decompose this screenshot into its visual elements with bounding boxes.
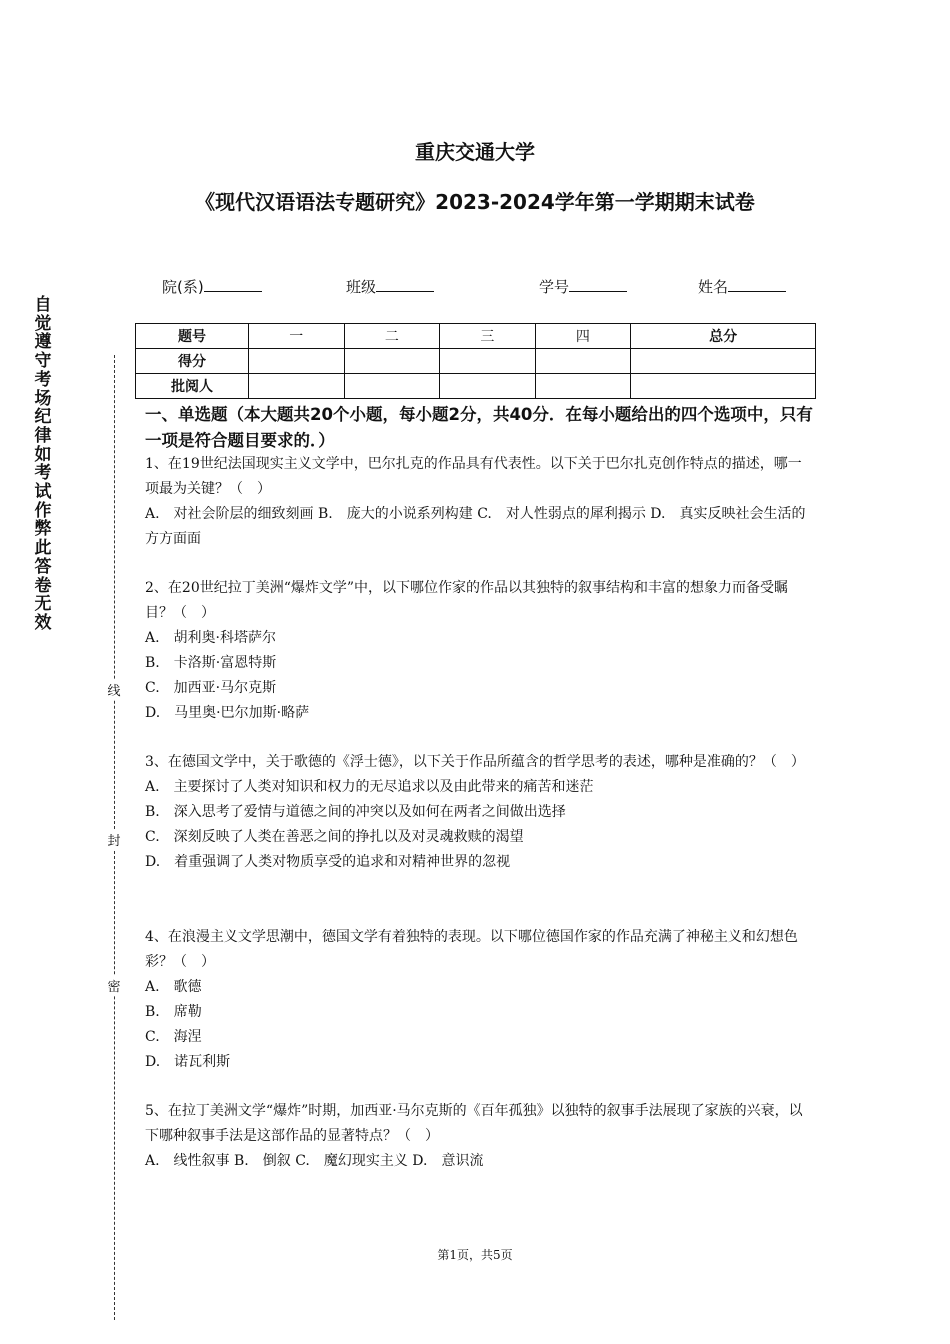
question-option: B. 卡洛斯·富恩特斯 [145, 655, 277, 671]
score-row-label: 得分 [136, 349, 249, 374]
student-id-blank [569, 276, 627, 292]
score-table-header-row [136, 324, 816, 349]
question-stem: 2、在20世纪拉丁美洲“爆炸文学”中，以下哪位作家的作品以其独特的叙事结构和丰富的想象力而备受瞩目？（ ） [145, 580, 789, 621]
question-option: C. 深刻反映了人类在善恶之间的挣扎以及对灵魂救赎的渴望 [145, 829, 524, 845]
question-stem: 1、在19世纪法国现实主义文学中，巴尔扎克的作品具有代表性。以下关于巴尔扎克创作特点的描述，哪一项最为关键？（ ） [145, 456, 802, 497]
question-stem: 5、在拉丁美洲文学“爆炸”时期，加西亚·马尔克斯的《百年孤独》以独特的叙事手法展现了家族的兴衰，以下哪种叙事手法是这部作品的显著特点？（ ） [145, 1103, 803, 1144]
score-table [135, 323, 816, 399]
seal-mark-line: 线 [105, 680, 123, 699]
question-option: B. 深入思考了爱情与道德之间的冲突以及如何在两者之间做出选择 [145, 804, 566, 820]
table-header-cell: 一 [249, 324, 345, 349]
grader-cell [344, 374, 440, 399]
score-row [136, 349, 816, 374]
seal-mark-secret: 密 [105, 976, 123, 995]
table-header-cell: 三 [440, 324, 536, 349]
department-blank [204, 276, 262, 292]
name-blank [728, 276, 786, 292]
page-footer: 第1页，共5页 [437, 1248, 513, 1262]
score-cell [440, 349, 536, 374]
table-header-cell: 总分 [631, 324, 816, 349]
question-option: D. 马里奥·巴尔加斯·略萨 [145, 705, 310, 721]
grader-cell [535, 374, 631, 399]
university-title: 重庆交通大学 [415, 140, 535, 164]
name-field [698, 276, 786, 297]
department-field [162, 276, 262, 297]
question-option: A. 主要探讨了人类对知识和权力的无尽追求以及由此带来的痛苦和迷茫 [145, 779, 594, 795]
question-2 [145, 576, 815, 726]
grader-cell [440, 374, 536, 399]
department-label: 院(系) [162, 278, 204, 296]
question-option: C. 加西亚·马尔克斯 [145, 680, 277, 696]
student-id-field [539, 276, 627, 297]
table-header-cell: 二 [344, 324, 440, 349]
seal-mark-seal: 封 [105, 830, 123, 849]
student-id-label: 学号 [539, 278, 570, 296]
grader-row-label: 批阅人 [136, 374, 249, 399]
question-3 [145, 750, 815, 875]
question-option: A. 胡利奥·科塔萨尔 [145, 630, 277, 646]
question-options: A. 线性叙事 B. 倒叙 C. 魔幻现实主义 D. 意识流 [145, 1153, 484, 1169]
exam-title: 《现代汉语语法专题研究》2023-2024学年第一学期期末试卷 [195, 190, 755, 214]
class-field [346, 276, 434, 297]
score-cell [344, 349, 440, 374]
table-header-cell: 四 [535, 324, 631, 349]
question-option: C. 海涅 [145, 1029, 202, 1045]
name-label: 姓名 [698, 278, 729, 296]
class-blank [376, 276, 434, 292]
question-option: B. 席勒 [145, 1004, 202, 1020]
class-label: 班级 [346, 278, 377, 296]
question-option: D. 着重强调了人类对物质享受的追求和对精神世界的忽视 [145, 854, 511, 870]
grader-row [136, 374, 816, 399]
question-options: A. 对社会阶层的细致刻画 B. 庞大的小说系列构建 C. 对人性弱点的犀利揭示 D. 真实反映社会生活的方方面面 [145, 506, 806, 547]
grader-cell [631, 374, 816, 399]
question-option: A. 歌德 [145, 979, 202, 995]
score-cell [631, 349, 816, 374]
question-1 [145, 452, 815, 552]
question-stem: 3、在德国文学中，关于歌德的《浮士德》，以下关于作品所蕴含的哲学思考的表述，哪种是准确的？（ ） [145, 754, 805, 770]
exam-discipline-notice: 自觉遵守考场纪律如考试作弊此答卷无效 [34, 295, 52, 633]
question-option: D. 诺瓦利斯 [145, 1054, 231, 1070]
question-4 [145, 925, 815, 1075]
question-stem: 4、在浪漫主义文学思潮中，德国文学有着独特的表现。以下哪位德国作家的作品充满了神秘主义和幻想色彩？（ ） [145, 929, 798, 970]
question-5 [145, 1099, 815, 1174]
section-heading: 一、单选题（本大题共20个小题，每小题2分，共40分．在每小题给出的四个选项中，只有一项是符合题目要求的．） [145, 405, 813, 450]
score-cell [249, 349, 345, 374]
score-cell [535, 349, 631, 374]
table-header-cell: 题号 [136, 324, 249, 349]
grader-cell [249, 374, 345, 399]
